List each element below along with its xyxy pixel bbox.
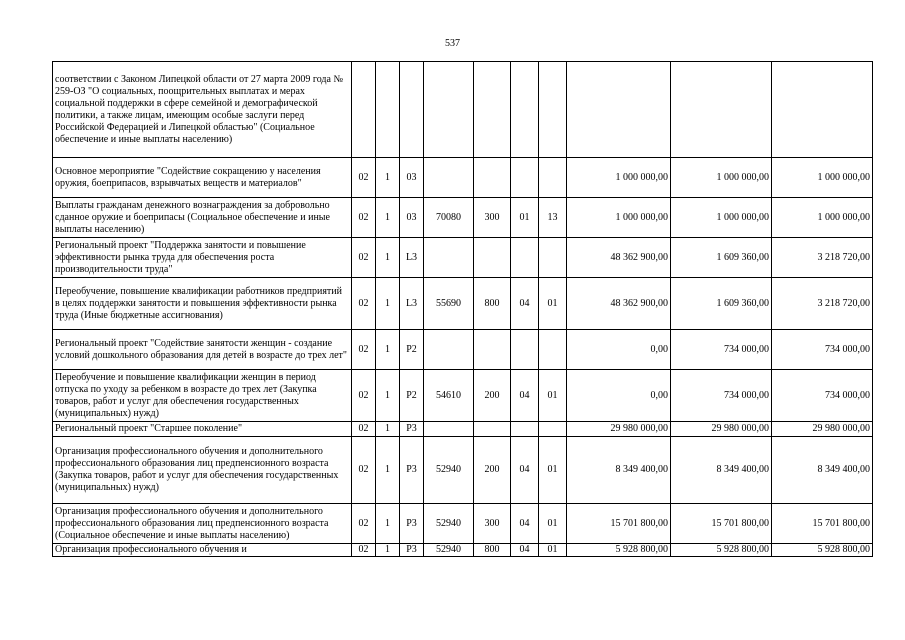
table-cell-code-1: 02 xyxy=(352,330,376,370)
table-cell-name: Региональный проект "Старшее поколение" xyxy=(53,422,352,437)
table-cell-code-5 xyxy=(474,158,511,198)
table-cell-amount-1: 5 928 800,00 xyxy=(567,544,671,557)
table-cell-code-1: 02 xyxy=(352,504,376,544)
table-cell-code-6: 04 xyxy=(511,504,539,544)
table-cell-code-5: 800 xyxy=(474,544,511,557)
table-cell-code-4 xyxy=(424,62,474,158)
table-row xyxy=(53,437,873,504)
table-cell-amount-1 xyxy=(567,62,671,158)
table-cell-amount-1: 1 000 000,00 xyxy=(567,198,671,238)
table-cell-code-2: 1 xyxy=(376,238,400,278)
table-cell-amount-3 xyxy=(772,62,873,158)
table-cell-code-4 xyxy=(424,422,474,437)
table-cell-code-6: 04 xyxy=(511,544,539,557)
table-cell-code-2: 1 xyxy=(376,544,400,557)
page-number: 537 xyxy=(445,38,460,49)
table-cell-code-2: 1 xyxy=(376,437,400,504)
table-row xyxy=(53,544,873,557)
table-cell-code-7 xyxy=(539,158,567,198)
table-cell-amount-2: 15 701 800,00 xyxy=(671,504,772,544)
table-cell-code-3: 03 xyxy=(400,198,424,238)
table-cell-code-3: P3 xyxy=(400,422,424,437)
table-cell-code-7: 01 xyxy=(539,544,567,557)
table-cell-code-3: P2 xyxy=(400,330,424,370)
table-cell-amount-1: 0,00 xyxy=(567,330,671,370)
table-cell-code-3: P3 xyxy=(400,437,424,504)
table-cell-code-6: 04 xyxy=(511,370,539,422)
table-cell-code-7: 01 xyxy=(539,370,567,422)
table-cell-code-5 xyxy=(474,422,511,437)
table-cell-code-1: 02 xyxy=(352,370,376,422)
table-cell-code-3: P3 xyxy=(400,544,424,557)
table-cell-code-3 xyxy=(400,62,424,158)
table-cell-code-2: 1 xyxy=(376,330,400,370)
table-cell-code-4: 52940 xyxy=(424,544,474,557)
table-cell-amount-3: 734 000,00 xyxy=(772,330,873,370)
table-cell-code-5: 300 xyxy=(474,198,511,238)
table-cell-code-1: 02 xyxy=(352,158,376,198)
table-cell-code-4 xyxy=(424,158,474,198)
table-cell-name: Переобучение и повышение квалификации женщин в период отпуска по уходу за ребенком в возрасте до трех лет (Закупка товаров, работ и услуг для обеспечения государственных (муниципальных) нужд) xyxy=(53,370,352,422)
table-row xyxy=(53,238,873,278)
table-cell-amount-2: 734 000,00 xyxy=(671,330,772,370)
table-cell-amount-3: 734 000,00 xyxy=(772,370,873,422)
table-cell-amount-1: 8 349 400,00 xyxy=(567,437,671,504)
table-cell-amount-3: 8 349 400,00 xyxy=(772,437,873,504)
table-cell-code-2: 1 xyxy=(376,370,400,422)
table-cell-amount-1: 15 701 800,00 xyxy=(567,504,671,544)
table-cell-code-1: 02 xyxy=(352,278,376,330)
table-row xyxy=(53,370,873,422)
table-cell-code-5 xyxy=(474,238,511,278)
table-cell-code-3: L3 xyxy=(400,278,424,330)
table-row xyxy=(53,62,873,158)
table-cell-amount-2: 1 609 360,00 xyxy=(671,278,772,330)
table-cell-code-2: 1 xyxy=(376,422,400,437)
table-cell-code-2: 1 xyxy=(376,278,400,330)
table-cell-code-4 xyxy=(424,238,474,278)
table-cell-code-5: 200 xyxy=(474,437,511,504)
table-cell-amount-3: 3 218 720,00 xyxy=(772,238,873,278)
table-cell-name: Переобучение, повышение квалификации работников предприятий в целях поддержки занятости и повышения эффективности рынка труда (Иные бюджетные ассигнования) xyxy=(53,278,352,330)
table-cell-name: Региональный проект "Поддержка занятости и повышение эффективности рынка труда для обеспечения роста производительности труда" xyxy=(53,238,352,278)
table-cell-amount-1: 29 980 000,00 xyxy=(567,422,671,437)
table-row xyxy=(53,278,873,330)
table-cell-amount-2: 1 000 000,00 xyxy=(671,198,772,238)
table-cell-code-2 xyxy=(376,62,400,158)
table-cell-code-2: 1 xyxy=(376,158,400,198)
table-cell-code-4: 55690 xyxy=(424,278,474,330)
table-cell-code-1: 02 xyxy=(352,437,376,504)
table-cell-name: Организация профессионального обучения и xyxy=(53,544,352,557)
table-cell-code-5: 300 xyxy=(474,504,511,544)
table-cell-amount-2: 1 609 360,00 xyxy=(671,238,772,278)
table-cell-code-2: 1 xyxy=(376,198,400,238)
table-cell-amount-2: 734 000,00 xyxy=(671,370,772,422)
table-cell-code-5 xyxy=(474,62,511,158)
table-row xyxy=(53,198,873,238)
table-cell-name: Основное мероприятие "Содействие сокращению у населения оружия, боеприпасов, взрывчатых веществ и материалов" xyxy=(53,158,352,198)
table-cell-code-7 xyxy=(539,238,567,278)
table-cell-name: Организация профессионального обучения и дополнительного профессионального образования лиц предпенсионного возраста (Социальное обеспечение и иные выплаты населению) xyxy=(53,504,352,544)
table-cell-code-7 xyxy=(539,422,567,437)
table-cell-code-1: 02 xyxy=(352,238,376,278)
table-cell-amount-1: 48 362 900,00 xyxy=(567,278,671,330)
table-cell-code-6: 04 xyxy=(511,437,539,504)
table-cell-code-4: 54610 xyxy=(424,370,474,422)
table-cell-code-1 xyxy=(352,62,376,158)
table-cell-name: Региональный проект "Содействие занятости женщин - создание условий дошкольного образования для детей в возрасте до трех лет" xyxy=(53,330,352,370)
table-cell-code-3: 03 xyxy=(400,158,424,198)
table-cell-code-1: 02 xyxy=(352,422,376,437)
table-cell-code-6 xyxy=(511,422,539,437)
table-cell-code-4: 70080 xyxy=(424,198,474,238)
table-cell-code-6 xyxy=(511,238,539,278)
table-cell-code-3: P3 xyxy=(400,504,424,544)
table-cell-code-6 xyxy=(511,330,539,370)
table-cell-code-7 xyxy=(539,330,567,370)
table-row xyxy=(53,504,873,544)
table-cell-code-6 xyxy=(511,158,539,198)
table-cell-amount-3: 29 980 000,00 xyxy=(772,422,873,437)
table-cell-code-2: 1 xyxy=(376,504,400,544)
table-cell-code-6: 01 xyxy=(511,198,539,238)
table-cell-amount-3: 15 701 800,00 xyxy=(772,504,873,544)
table-cell-amount-2: 8 349 400,00 xyxy=(671,437,772,504)
table-cell-name: соответствии с Законом Липецкой области от 27 марта 2009 года № 259-ОЗ "О социальных, поощрительных выплатах и мерах социальной поддержки в сфере семейной и демографической политики, а также лицам, имеющим особые заслуги перед Российской Федерацией и Липецкой областью" (Социальное обеспечение и иные выплаты населению) xyxy=(53,62,352,158)
table-cell-code-7 xyxy=(539,62,567,158)
table-cell-amount-3: 1 000 000,00 xyxy=(772,158,873,198)
table-cell-name: Организация профессионального обучения и дополнительного профессионального образования лиц предпенсионного возраста (Закупка товаров, работ и услуг для обеспечения государственных (муниципальных) нужд) xyxy=(53,437,352,504)
table-cell-amount-3: 1 000 000,00 xyxy=(772,198,873,238)
table-cell-code-7: 01 xyxy=(539,437,567,504)
budget-table xyxy=(52,61,873,557)
table-cell-code-5: 800 xyxy=(474,278,511,330)
table-cell-code-3: P2 xyxy=(400,370,424,422)
table-cell-code-4: 52940 xyxy=(424,504,474,544)
table-cell-code-4 xyxy=(424,330,474,370)
table-cell-code-6 xyxy=(511,62,539,158)
table-cell-code-5 xyxy=(474,330,511,370)
table-cell-amount-1: 48 362 900,00 xyxy=(567,238,671,278)
table-cell-amount-1: 1 000 000,00 xyxy=(567,158,671,198)
table-cell-code-7: 13 xyxy=(539,198,567,238)
table-row xyxy=(53,330,873,370)
table-cell-code-7: 01 xyxy=(539,278,567,330)
table-cell-code-1: 02 xyxy=(352,198,376,238)
table-cell-code-6: 04 xyxy=(511,278,539,330)
table-cell-code-1: 02 xyxy=(352,544,376,557)
table-row xyxy=(53,158,873,198)
table-cell-code-5: 200 xyxy=(474,370,511,422)
table-cell-code-4: 52940 xyxy=(424,437,474,504)
table-cell-code-3: L3 xyxy=(400,238,424,278)
table-row xyxy=(53,422,873,437)
table-cell-amount-3: 5 928 800,00 xyxy=(772,544,873,557)
table-cell-amount-2 xyxy=(671,62,772,158)
table-cell-amount-3: 3 218 720,00 xyxy=(772,278,873,330)
table-cell-amount-1: 0,00 xyxy=(567,370,671,422)
table-cell-code-7: 01 xyxy=(539,504,567,544)
table-cell-amount-2: 1 000 000,00 xyxy=(671,158,772,198)
table-cell-amount-2: 29 980 000,00 xyxy=(671,422,772,437)
table-cell-name: Выплаты гражданам денежного вознаграждения за добровольно сданное оружие и боеприпасы (Социальное обеспечение и иные выплаты населению) xyxy=(53,198,352,238)
table-cell-amount-2: 5 928 800,00 xyxy=(671,544,772,557)
